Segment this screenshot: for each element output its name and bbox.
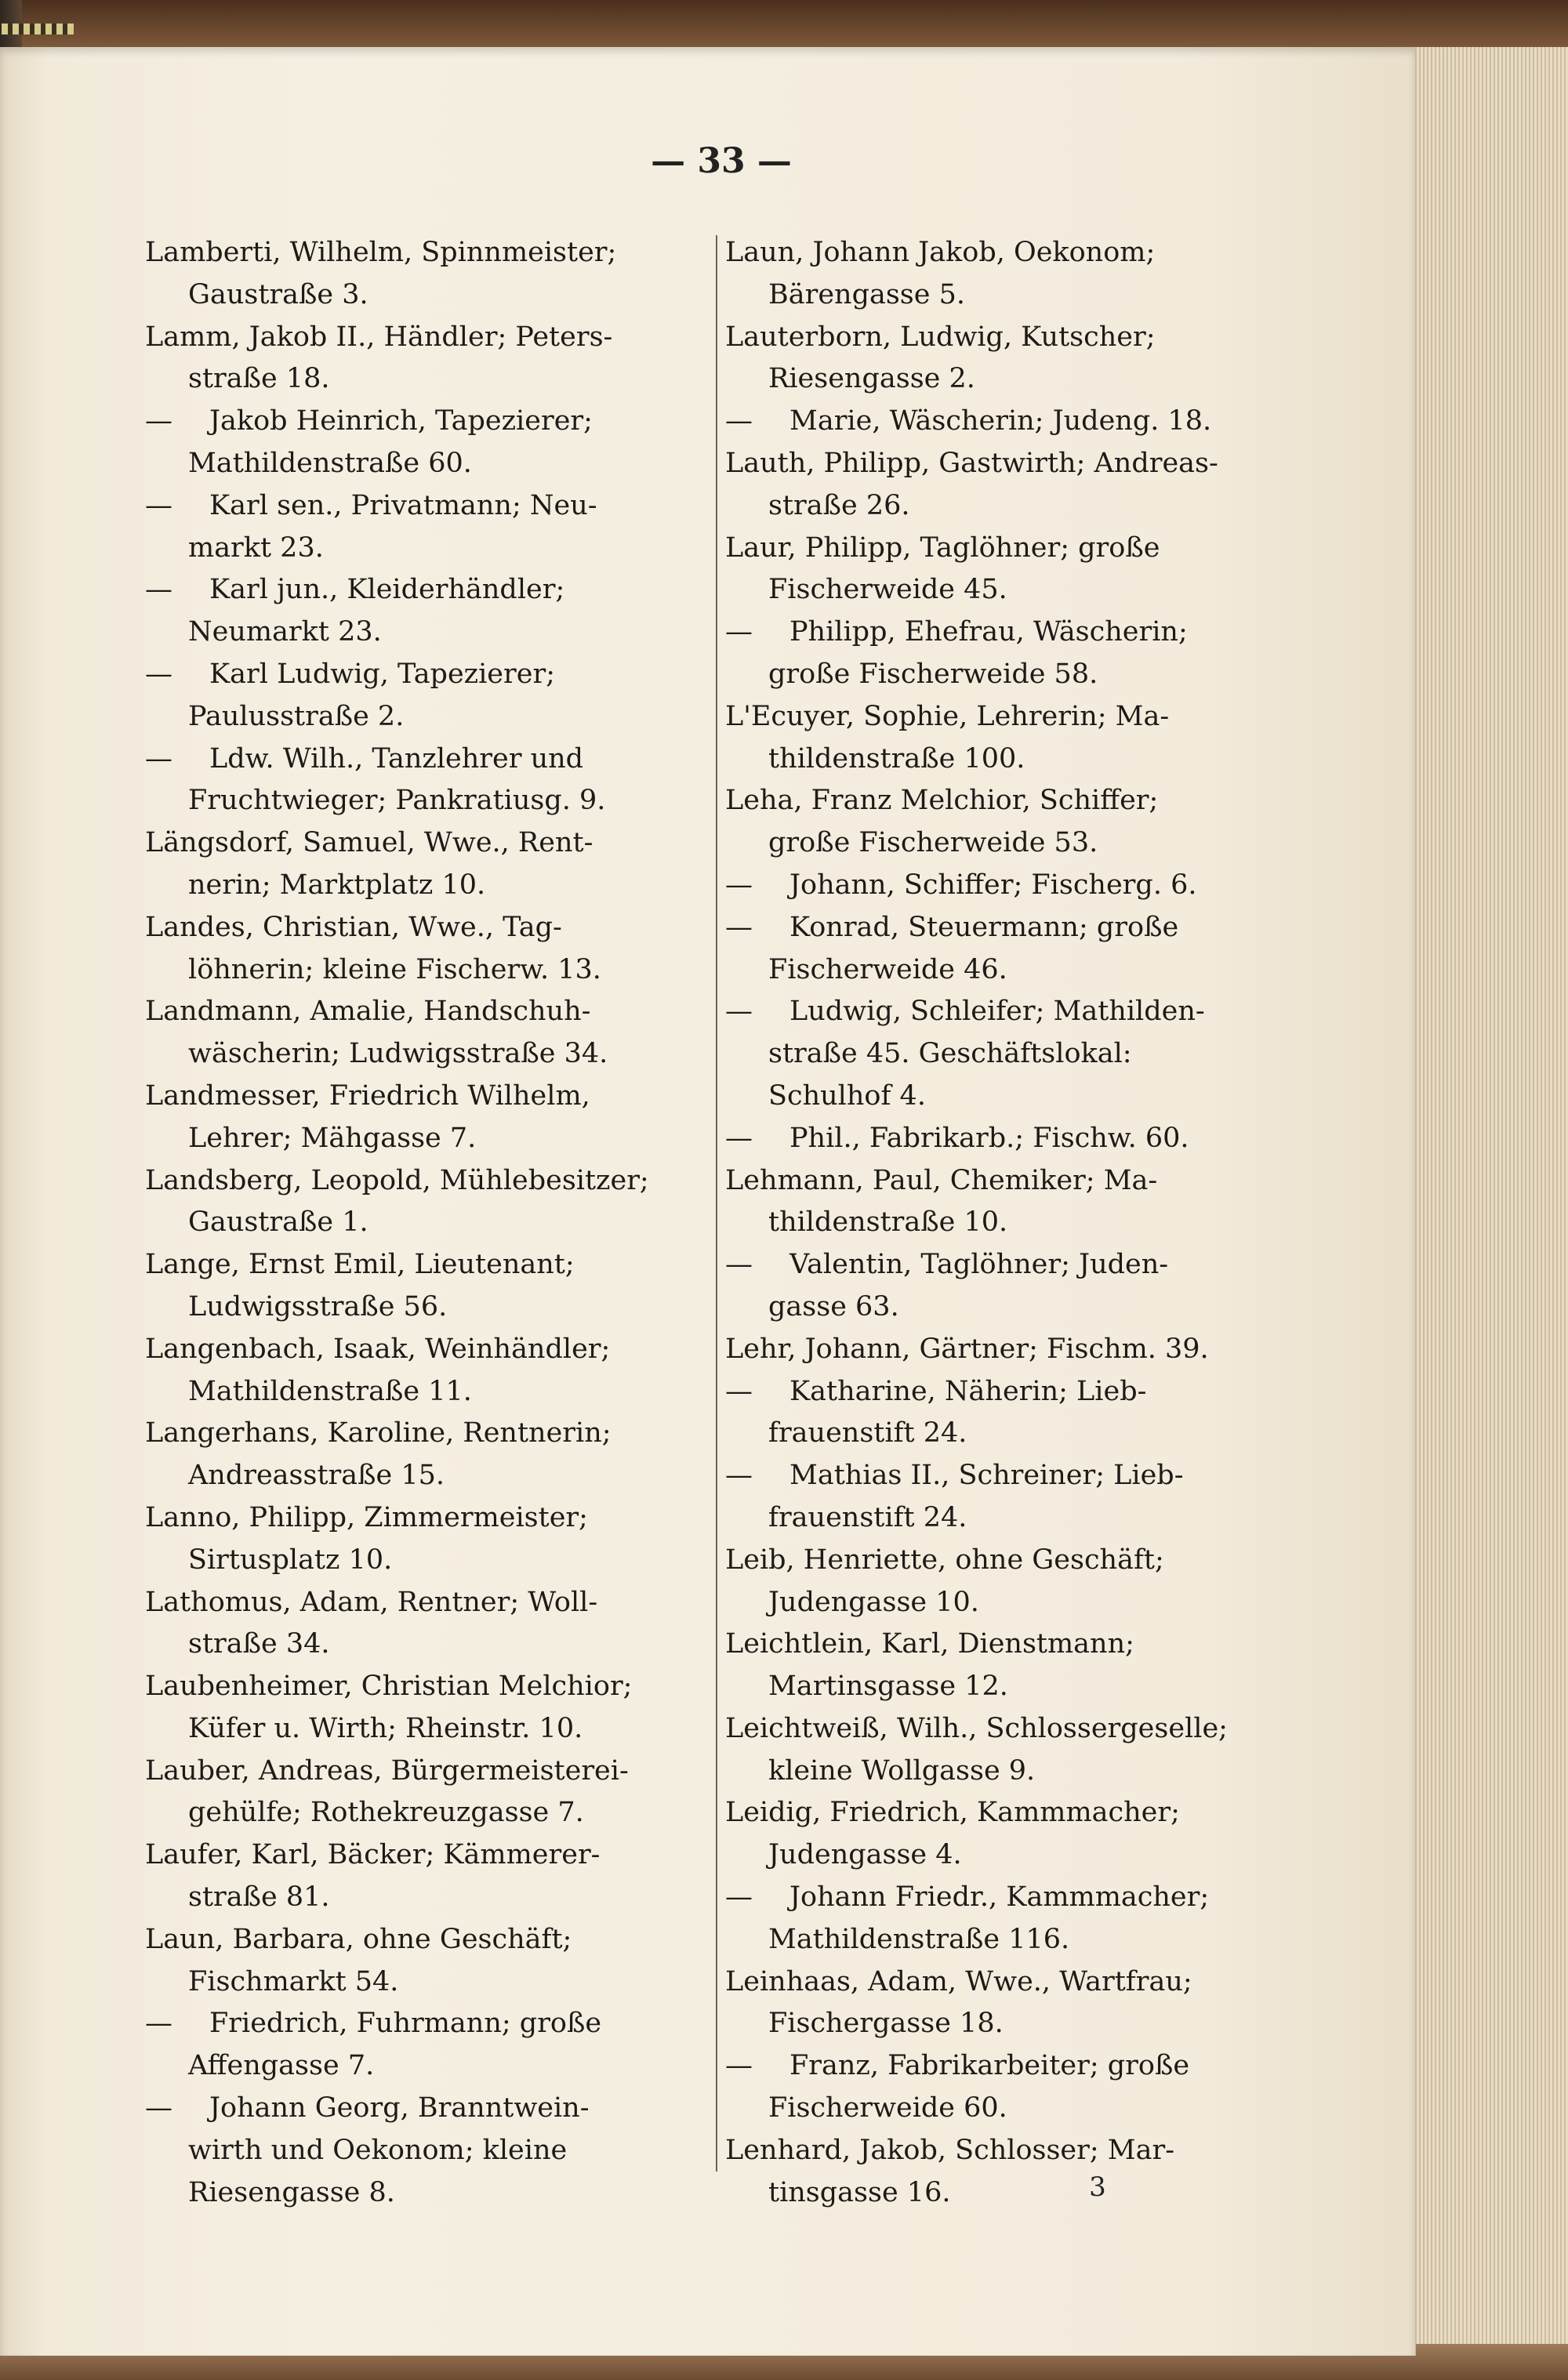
entry-text: Sirtusplatz 10. [188, 1544, 393, 1576]
directory-line [725, 865, 1274, 907]
directory-line [145, 696, 694, 738]
directory-line [145, 569, 694, 611]
entry-text: markt 23. [188, 532, 324, 564]
repeat-dash: — [725, 616, 753, 648]
entry-text: Jakob Heinrich, Tapezierer; [209, 405, 593, 437]
entry-text: Katharine, Näherin; Lieb- [789, 1375, 1147, 1407]
column-divider [716, 235, 717, 2171]
repeat-dash: — [725, 1881, 753, 1914]
directory-line [725, 2045, 1274, 2088]
directory-line [725, 1160, 1274, 1203]
directory-line [145, 274, 694, 317]
entry-text: Leichtlein, Karl, Dienstmann; [725, 1628, 1134, 1660]
directory-line [145, 1329, 694, 1371]
entry-text: Lauterborn, Ludwig, Kutscher; [725, 321, 1156, 353]
entry-text: Johann Georg, Branntwein- [209, 2092, 590, 2124]
entry-text: Leidig, Friedrich, Kammmacher; [725, 1797, 1180, 1829]
directory-line [145, 780, 694, 822]
page-edges [1411, 47, 1568, 2352]
entry-text: Lauth, Philipp, Gastwirth; Andreas- [725, 447, 1218, 479]
entry-text: Lehmann, Paul, Chemiker; Ma- [725, 1164, 1158, 1196]
repeat-dash: — [725, 869, 753, 901]
directory-line [725, 654, 1274, 696]
directory-line [725, 611, 1274, 654]
directory-line [145, 401, 694, 443]
repeat-dash: — [145, 658, 172, 690]
entry-text: Paulusstraße 2. [188, 700, 405, 732]
directory-line [725, 1961, 1274, 2004]
entry-text: Neumarkt 23. [188, 616, 382, 648]
entry-text: straße 34. [188, 1628, 330, 1660]
repeat-dash: — [145, 2092, 172, 2124]
entry-text: große Fischerweide 58. [768, 658, 1098, 690]
directory-line [145, 485, 694, 528]
directory-line [725, 1919, 1274, 1961]
repeat-dash: — [725, 1249, 753, 1281]
entry-text: Lehrer; Mähgasse 7. [188, 1122, 477, 1154]
directory-line [725, 443, 1274, 485]
entry-text: straße 26. [768, 489, 910, 521]
entry-text: nerin; Marktplatz 10. [188, 869, 486, 901]
directory-line [145, 1033, 694, 1076]
entry-text: Riesengasse 2. [768, 363, 975, 395]
entry-text: Fischmarkt 54. [188, 1965, 399, 1997]
directory-line [725, 1877, 1274, 1919]
directory-line [145, 1286, 694, 1329]
directory-line [725, 1202, 1274, 1244]
directory-line [725, 2172, 1274, 2215]
entry-text: Philipp, Ehefrau, Wäscherin; [789, 616, 1188, 648]
entry-text: thildenstraße 10. [768, 1206, 1008, 1239]
entry-text: Ldw. Wilh., Tanzlehrer und [209, 742, 584, 775]
entry-text: Gaustraße 3. [188, 278, 368, 310]
directory-line [725, 1666, 1274, 1708]
repeat-dash: — [725, 1375, 753, 1407]
entry-text: Karl sen., Privatmann; Neu- [209, 489, 597, 521]
directory-line [725, 1834, 1274, 1877]
repeat-dash: — [145, 489, 172, 521]
entry-text: Martinsgasse 12. [768, 1671, 1008, 1703]
directory-line [145, 1497, 694, 1540]
directory-line [725, 2130, 1274, 2172]
directory-line [145, 232, 694, 274]
directory-line [725, 2003, 1274, 2045]
directory-line [145, 2003, 694, 2045]
entry-text: Mathildenstraße 60. [188, 447, 472, 479]
directory-line [145, 1455, 694, 1497]
directory-line [145, 528, 694, 570]
entry-text: frauenstift 24. [768, 1501, 967, 1533]
entry-text: Lanno, Philipp, Zimmermeister; [145, 1501, 588, 1533]
entry-text: löhnerin; kleine Fischerw. 13. [188, 953, 601, 985]
entry-text: Lathomus, Adam, Rentner; Woll- [145, 1586, 598, 1618]
entry-text: Langenbach, Isaak, Weinhändler; [145, 1333, 611, 1365]
repeat-dash: — [725, 405, 753, 437]
directory-line [145, 1751, 694, 1793]
repeat-dash: — [145, 742, 172, 775]
directory-line [725, 1708, 1274, 1751]
entry-text: Franz, Fabrikarbeiter; große [789, 2050, 1190, 2082]
entry-text: Laun, Johann Jakob, Oekonom; [725, 237, 1156, 268]
directory-line [145, 1540, 694, 1582]
directory-line [145, 1961, 694, 2004]
directory-line [145, 654, 694, 696]
entry-text: Laun, Barbara, ohne Geschäft; [145, 1923, 572, 1955]
entry-text: Friedrich, Fuhrmann; große [209, 2008, 602, 2040]
entry-text: Laufer, Karl, Bäcker; Kämmerer- [145, 1839, 601, 1871]
directory-line [145, 1919, 694, 1961]
directory-line [725, 1371, 1274, 1413]
entry-text: Bärengasse 5. [768, 278, 965, 310]
entry-text: Fruchtwieger; Pankratiusg. 9. [188, 785, 606, 817]
entry-text: Ludwig, Schleifer; Mathilden- [789, 996, 1205, 1028]
directory-line [145, 1371, 694, 1413]
repeat-dash: — [725, 2050, 753, 2082]
entry-text: Landmesser, Friedrich Wilhelm, [145, 1079, 590, 1112]
entry-text: Leinhaas, Adam, Wwe., Wartfrau; [725, 1965, 1192, 1997]
right-column [725, 232, 1274, 2214]
directory-line [725, 1118, 1274, 1160]
directory-line [145, 1792, 694, 1834]
directory-line [725, 1033, 1274, 1076]
directory-line [145, 1413, 694, 1455]
directory-line [725, 1076, 1274, 1118]
directory-line [145, 1582, 694, 1624]
entry-text: Mathildenstraße 116. [768, 1923, 1070, 1955]
entry-text: Riesengasse 8. [188, 2176, 395, 2208]
entry-text: Marie, Wäscherin; Judeng. 18. [789, 405, 1212, 437]
entry-text: Leha, Franz Melchior, Schiffer; [725, 785, 1159, 817]
directory-line [145, 949, 694, 992]
entry-text: gehülfe; Rothekreuzgasse 7. [188, 1797, 584, 1829]
repeat-dash: — [725, 996, 753, 1028]
entry-text: straße 45. Geschäftslokal: [768, 1038, 1132, 1070]
directory-line [145, 1202, 694, 1244]
directory-line [725, 528, 1274, 570]
directory-line [145, 1666, 694, 1708]
directory-line [145, 1708, 694, 1751]
directory-line [145, 865, 694, 907]
directory-line [145, 317, 694, 359]
directory-line [725, 1497, 1274, 1540]
directory-line [145, 358, 694, 401]
directory-line [725, 1286, 1274, 1329]
entry-text: Fischerweide 60. [768, 2092, 1007, 2124]
entry-text: Johann, Schiffer; Fischerg. 6. [789, 869, 1197, 901]
entry-text: thildenstraße 100. [768, 742, 1025, 775]
entry-text: Leib, Henriette, ohne Geschäft; [725, 1544, 1164, 1576]
directory-line [725, 822, 1274, 865]
repeat-dash: — [145, 405, 172, 437]
repeat-dash: — [725, 1460, 753, 1492]
left-column [145, 232, 694, 2214]
entry-text: Landes, Christian, Wwe., Tag- [145, 911, 562, 943]
directory-line [145, 611, 694, 654]
directory-line [725, 401, 1274, 443]
directory-line [145, 2130, 694, 2172]
entry-text: tinsgasse 16. [768, 2176, 951, 2208]
entry-text: L'Ecuyer, Sophie, Lehrerin; Ma- [725, 700, 1170, 732]
entry-text: Landmann, Amalie, Handschuh- [145, 996, 591, 1028]
entry-text: gasse 63. [768, 1290, 899, 1322]
directory-line [145, 907, 694, 949]
directory-line [725, 1244, 1274, 1286]
directory-line [725, 569, 1274, 611]
entry-text: frauenstift 24. [768, 1417, 967, 1449]
entry-text: Leichtweiß, Wilh., Schlossergeselle; [725, 1712, 1228, 1744]
directory-line [145, 822, 694, 865]
entry-text: Lauber, Andreas, Bürgermeisterei- [145, 1754, 629, 1787]
directory-line [725, 1751, 1274, 1793]
entry-text: Fischergasse 18. [768, 2008, 1004, 2040]
entry-text: Valentin, Taglöhner; Juden- [789, 1249, 1169, 1281]
directory-line [145, 1160, 694, 1203]
entry-text: Konrad, Steuermann; große [789, 911, 1179, 943]
directory-line [725, 1455, 1274, 1497]
entry-text: Laur, Philipp, Taglöhner; große [725, 532, 1160, 564]
directory-line [145, 1834, 694, 1877]
entry-text: Landsberg, Leopold, Mühlebesitzer; [145, 1164, 649, 1196]
directory-line [145, 2172, 694, 2215]
directory-line [725, 907, 1274, 949]
directory-line [145, 738, 694, 781]
repeat-dash: — [725, 911, 753, 943]
directory-line [725, 780, 1274, 822]
entry-text: Lange, Ernst Emil, Lieutenant; [145, 1249, 575, 1281]
directory-line [145, 1877, 694, 1919]
directory-line [725, 2088, 1274, 2130]
directory-line [145, 2088, 694, 2130]
directory-line [725, 1582, 1274, 1624]
entry-text: Affengasse 7. [188, 2050, 375, 2082]
entry-text: Fischerweide 45. [768, 574, 1007, 606]
directory-line [725, 1329, 1274, 1371]
repeat-dash: — [145, 574, 172, 606]
entry-text: Gaustraße 1. [188, 1206, 368, 1239]
entry-text: Lamm, Jakob II., Händler; Peters- [145, 321, 613, 353]
entry-text: große Fischerweide 53. [768, 827, 1098, 859]
directory-line [145, 2045, 694, 2088]
directory-line [725, 232, 1274, 274]
directory-line [725, 1624, 1274, 1666]
entry-text: Lenhard, Jakob, Schlosser; Mar- [725, 2134, 1175, 2166]
entry-text: Judengasse 10. [768, 1586, 979, 1618]
signature-mark: 3 [1089, 2171, 1106, 2203]
entry-text: Andreasstraße 15. [188, 1460, 445, 1492]
directory-line [725, 358, 1274, 401]
directory-line [725, 1540, 1274, 1582]
entry-text: Langerhans, Karoline, Rentnerin; [145, 1417, 612, 1449]
entry-text: wäscherin; Ludwigsstraße 34. [188, 1038, 608, 1070]
directory-line [725, 1413, 1274, 1455]
directory-line [725, 949, 1274, 992]
directory-line [725, 274, 1274, 317]
directory-line [725, 738, 1274, 781]
entry-text: Lamberti, Wilhelm, Spinnmeister; [145, 237, 617, 268]
entry-text: Mathias II., Schreiner; Lieb- [789, 1460, 1184, 1492]
entry-text: Phil., Fabrikarb.; Fischw. 60. [789, 1122, 1189, 1154]
spine-label [2, 24, 74, 34]
entry-text: Lehr, Johann, Gärtner; Fischm. 39. [725, 1333, 1209, 1365]
entry-text: Karl jun., Kleiderhändler; [209, 574, 565, 606]
repeat-dash: — [725, 1122, 753, 1154]
entry-text: Ludwigsstraße 56. [188, 1290, 448, 1322]
entry-text: straße 18. [188, 363, 330, 395]
entry-text: kleine Wollgasse 9. [768, 1754, 1036, 1787]
entry-text: Mathildenstraße 11. [188, 1375, 472, 1407]
directory-line [145, 1624, 694, 1666]
directory-line [725, 485, 1274, 528]
entry-text: Längsdorf, Samuel, Wwe., Rent- [145, 827, 593, 859]
directory-line [145, 1244, 694, 1286]
repeat-dash: — [145, 2008, 172, 2040]
entry-text: Johann Friedr., Kammmacher; [789, 1881, 1210, 1914]
directory-line [725, 1792, 1274, 1834]
directory-line [145, 991, 694, 1033]
entry-text: wirth und Oekonom; kleine [188, 2134, 568, 2166]
directory-line [725, 317, 1274, 359]
entry-text: Fischerweide 46. [768, 953, 1007, 985]
entry-text: Karl Ludwig, Tapezierer; [209, 658, 555, 690]
entry-text: Judengasse 4. [768, 1839, 962, 1871]
entry-text: Schulhof 4. [768, 1079, 926, 1112]
entry-text: Laubenheimer, Christian Melchior; [145, 1671, 633, 1703]
directory-line [145, 443, 694, 485]
directory-line [725, 991, 1274, 1033]
directory-line [145, 1076, 694, 1118]
page-number: — 33 — [651, 141, 792, 181]
entry-text: Küfer u. Wirth; Rheinstr. 10. [188, 1712, 583, 1744]
entry-text: straße 81. [188, 1881, 330, 1914]
directory-line [725, 696, 1274, 738]
directory-line [145, 1118, 694, 1160]
